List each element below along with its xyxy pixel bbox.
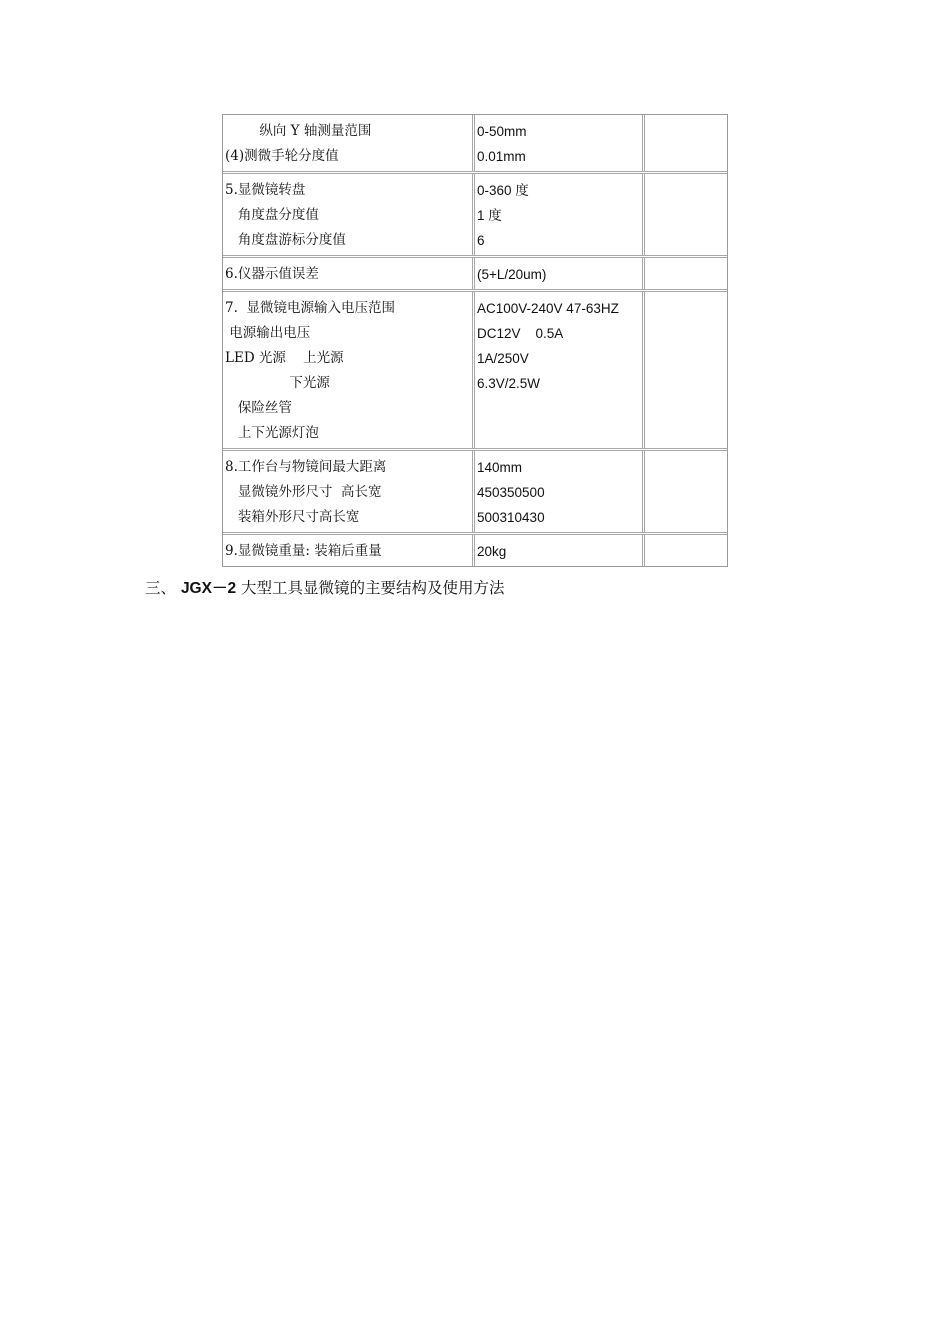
value-line: 1 度 xyxy=(477,208,502,223)
value-line: 450350500 xyxy=(477,485,545,500)
label-line: 上下光源灯泡 xyxy=(225,425,319,441)
row-value-cell xyxy=(475,451,645,532)
label-line: 电源输出电压 xyxy=(225,325,311,341)
row-label-cell xyxy=(223,535,475,566)
row-value-cell xyxy=(475,174,645,255)
value-line: 500310430 xyxy=(477,510,545,525)
table-row xyxy=(223,174,727,258)
value-line: 6 xyxy=(477,233,485,248)
row-note-cell xyxy=(645,535,727,566)
label-line: 保险丝管 xyxy=(225,400,292,416)
value-line xyxy=(477,396,642,421)
row-value-cell xyxy=(475,292,645,448)
model-name: JGX－2 xyxy=(180,580,237,597)
table-row xyxy=(223,115,727,174)
row-value-cell xyxy=(475,258,645,289)
row-label-cell xyxy=(223,292,475,448)
label-line: 7. 显微镜电源输入电压范围 xyxy=(225,300,395,316)
value-line: 0.01mm xyxy=(477,149,526,164)
row-label-cell xyxy=(223,258,475,289)
table-row xyxy=(223,258,727,292)
value-line: (5+L/20um) xyxy=(477,267,547,282)
row-note-cell xyxy=(645,174,727,255)
value-line: 0-360 度 xyxy=(477,183,529,198)
value-line: 140mm xyxy=(477,460,523,475)
label-line: 8.工作台与物镜间最大距离 xyxy=(225,459,387,475)
section-title: 大型工具显微镜的主要结构及使用方法 xyxy=(236,579,505,597)
label-line: 显微镜外形尺寸 高长宽 xyxy=(225,484,382,500)
label-line: 下光源 xyxy=(225,375,330,391)
value-line xyxy=(477,421,642,446)
row-value-cell xyxy=(475,535,645,566)
table-row xyxy=(223,535,727,566)
value-line: 20kg xyxy=(477,544,507,559)
label-line: 6.仪器示值误差 xyxy=(225,266,319,282)
row-label-cell xyxy=(223,115,475,171)
row-label-cell xyxy=(223,451,475,532)
label-line: 装箱外形尺寸高长宽 xyxy=(225,509,360,525)
value-line: 1A/250V xyxy=(477,351,529,366)
row-note-cell xyxy=(645,451,727,532)
label-line: 纵向 Y 轴测量范围 xyxy=(225,123,372,139)
spec-table xyxy=(222,114,728,567)
row-value-cell xyxy=(475,115,645,171)
label-line: 角度盘游标分度值 xyxy=(225,232,346,248)
value-line: DC12V 0.5A xyxy=(477,326,564,341)
row-note-cell xyxy=(645,258,727,289)
row-note-cell xyxy=(645,292,727,448)
label-line: (4)测微手轮分度值 xyxy=(225,148,339,164)
table-row xyxy=(223,451,727,535)
section-heading xyxy=(145,576,505,598)
value-line: 6.3V/2.5W xyxy=(477,376,541,391)
label-line: 角度盘分度值 xyxy=(225,207,319,223)
section-number: 三、 xyxy=(145,579,181,597)
value-line: 0-50mm xyxy=(477,124,527,139)
value-line: AC100V-240V 47-63HZ xyxy=(477,301,619,316)
label-line: LED 光源 上光源 xyxy=(225,350,344,366)
label-line: 9.显微镜重量: 装箱后重量 xyxy=(225,543,382,559)
row-note-cell xyxy=(645,115,727,171)
row-label-cell xyxy=(223,174,475,255)
table-row xyxy=(223,292,727,451)
label-line: 5.显微镜转盘 xyxy=(225,182,306,198)
